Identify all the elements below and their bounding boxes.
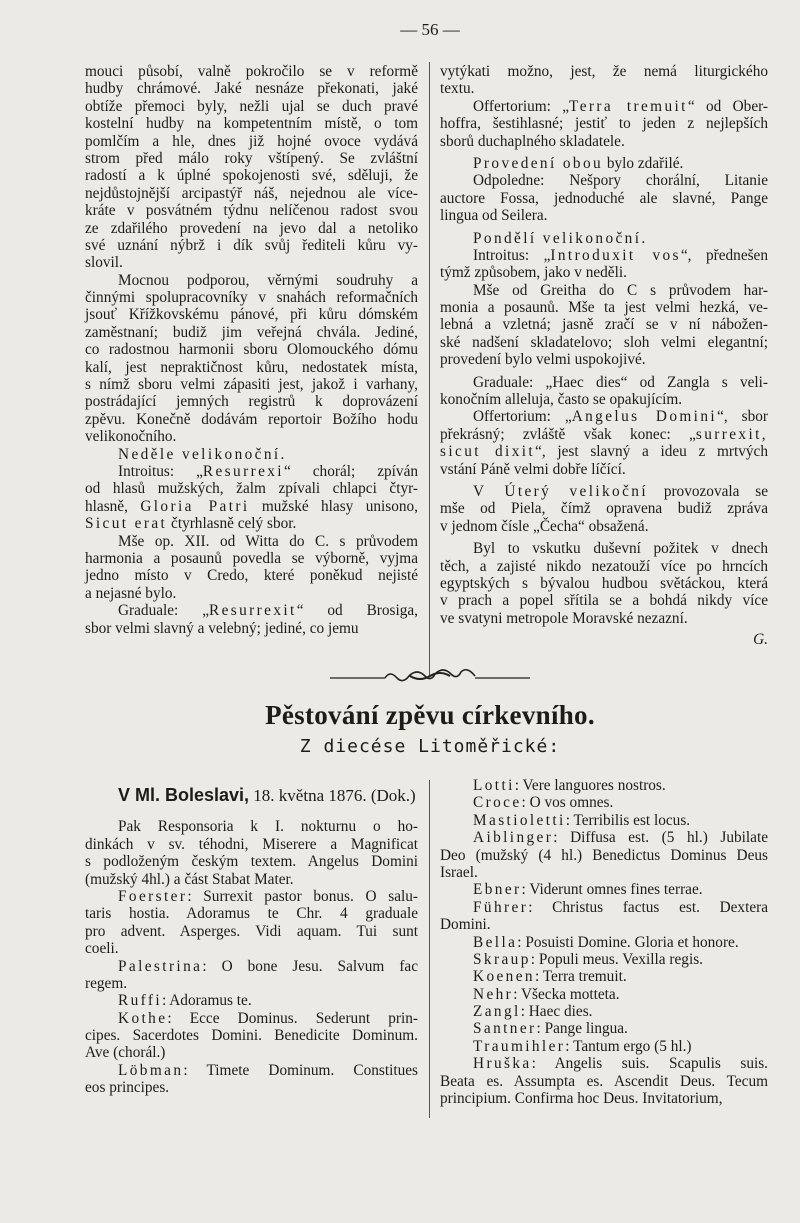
text-line: vytýkati možno, jest, že nemá liturgického [440,63,768,80]
text-line [440,1055,768,1072]
paragraph [440,172,768,224]
text-line [440,951,768,968]
spaced-emphasis: Ruffi [118,992,163,1010]
text-line: Mocnou podporou, věrnými soudruhy a [118,271,418,289]
text-line [85,992,418,1009]
spaced-emphasis: Resurrexit [208,602,297,620]
spaced-emphasis: Resurrexi [202,462,284,480]
spaced-emphasis: Lotti [473,777,515,794]
paragraph [85,992,418,1009]
paragraph [440,934,768,951]
text-line: principium. Confirma hoc Deus. Invitatorium, [440,1090,723,1108]
text-line: nejdůstojnější arcipastýř náš, nejednou ale více- [85,184,418,202]
paragraph [85,1062,418,1097]
text-line [85,958,418,975]
page-number: — 56 — [400,20,460,39]
text-line: týmž způsobem, jako v neděli. [440,264,627,282]
text-segment: : Posuisti Domine. Gloria et honore. [517,933,739,951]
spaced-emphasis: surrexit, [695,425,768,443]
text-segment: Offertorium: „ [473,408,572,426]
text-line [440,1020,768,1037]
paragraph [440,881,768,898]
column-divider-bottom [429,780,430,1118]
text-line [440,881,768,898]
paragraph [440,1038,768,1055]
text-segment: Introitus: „ [118,462,203,480]
text-segment: : Vere languores nostros. [514,777,666,794]
dateline-place: V Ml. Boleslavi, [118,785,250,805]
text-line: Ave (chorál.) [85,1044,166,1062]
text-line: Mše od Greitha do C s průvodem har- [473,281,768,299]
spaced-emphasis: Neděle velikonoční. [118,445,287,463]
text-line: sborů duchaplného skladatele. [440,132,625,150]
spaced-emphasis: Traumihler [473,1037,566,1055]
text-segment: “, přednešen [680,246,768,264]
text-segment: : Christus factus est. Dextera [528,898,768,916]
text-line: lebná a vzletná; jasně zračí se v ní nábožen- [440,316,768,334]
text-line: lingua od Seilera. [440,207,548,225]
text-line: harmonia a posaunů povedla se výborně, vyjma [85,549,418,567]
text-line [85,498,418,515]
text-line [440,829,768,846]
text-line: taris hostia. Adoramus te Chr. 4 graduale [85,905,418,923]
spaced-emphasis: Ebner [473,881,522,899]
text-line: Deo (mužský (4 hl.) Benedictus Dominus Deus [440,846,768,864]
paragraph [440,899,768,934]
text-line: Beata es. Assumpta es. Ascendit Deus. Tecum [440,1072,768,1090]
text-line: ve svatyni metropole Moravské nezazní. [440,609,688,627]
column-divider [429,62,430,676]
text-line: mše od Piela, čímž opravena budiž zpráva [440,500,768,518]
text-line: dinkách v sv. téhodni, Miserere a Magnificat [85,835,418,853]
paragraph [440,986,768,1003]
paragraph [440,777,768,794]
dateline [85,787,418,804]
text-segment: : Populi meus. Vexilla regis. [530,950,703,968]
paragraph [440,1020,768,1037]
text-segment: Offertorium: „ [473,97,570,115]
text-line: kalí, jest nepraktičnost kůru, nedostatek místa, [85,358,418,376]
paragraph [85,446,418,463]
spaced-emphasis: Gloria Patri [140,497,250,515]
text-segment: mužské hlasy unisono, [249,497,419,515]
text-segment: Introitus: „ [473,246,551,264]
text-segment: Graduale: „ [118,602,209,620]
spaced-emphasis: Aiblinger [473,829,554,847]
paragraph [85,888,418,958]
text-line: zaměstnaní; budiž jim veřejná chvála. Jediné, [85,323,418,341]
text-line [440,899,768,916]
bottom-left-wrap [85,787,418,1097]
text-line: strom před málo roky vštípený. Se zvláštní [85,149,418,167]
paragraph [440,374,768,409]
paragraph [85,63,418,272]
text-line: velikonočního. [85,428,177,446]
text-line: slovil. [85,254,123,272]
paragraph [85,533,418,603]
text-segment: : Všecka motteta. [513,985,620,1003]
text-segment: : Surrexit pastor bonus. O salu- [187,887,418,905]
paragraph [440,98,768,150]
spaced-emphasis: Skraup [473,950,531,968]
text-line: postrádající jemných registrů k doprovázení [85,393,418,411]
text-line [440,230,768,247]
text-line: vstání Páně velmi dobře líčící. [440,460,626,478]
text-line: Pak Responsoria k I. nokturnu o ho- [118,818,418,836]
text-line: cipes. Sacerdotes Domini. Benedicite Dominum. [85,1027,418,1045]
paragraph [440,951,768,968]
text-line: jsouť Křížkovskému pánové, při kůru dómském [85,306,418,324]
text-line: s nímž sboru velmi zápasiti jest, jakož i varhany, [85,376,418,394]
text-segment: “, sbor [717,408,768,426]
text-line: Mše op. XII. od Witta do C. s průvodem [118,532,418,550]
paragraph [440,155,768,172]
text-line: jedno místo v Credo, které poněkud nejisté [85,567,418,585]
text-line: hoffra, šestihlasné; jestiť to jeden z nejlepších [440,115,768,133]
text-line: sbor velmi slavný a velebný; jediné, co jemu [85,619,359,637]
text-line: s podloženým českým textem. Angelus Domini [85,853,418,871]
ornament-divider [330,668,530,688]
text-segment: : Timete Dominum. Constitues [183,1061,418,1079]
text-line [440,1038,768,1055]
top-left-column [85,63,418,637]
text-line: konočním alleluja, často se opakujícím. [440,391,683,409]
text-line: eos principes. [85,1079,170,1097]
text-line [440,443,768,460]
spaced-emphasis: Angelus Domini [571,408,718,426]
text-line [440,98,768,115]
text-line [85,602,418,619]
paragraph [85,818,418,888]
bottom-left-column [85,818,418,1096]
paragraph [440,829,768,881]
paragraph [440,540,768,627]
signature: G. [753,631,768,648]
text-line: Odpoledne: Nešpory chorální, Litanie [473,172,768,190]
spaced-emphasis: sicut dixit [440,443,536,461]
text-line: Domini. [440,916,491,934]
paragraph [440,247,768,282]
text-segment: “ chorál; zpíván [283,462,419,480]
paragraph [85,958,418,993]
paragraph [440,63,768,98]
text-line [440,986,768,1003]
spaced-emphasis: Sicut erat [85,515,168,533]
text-line: zpěvu. Konečně dodávám reportoir Božího hodu [85,410,418,428]
dateline-date: 18. května 1876. (Dok.) [253,786,416,805]
paragraph [85,463,418,533]
text-line [440,155,768,172]
text-line [440,777,768,794]
text-line [85,515,418,532]
spaced-emphasis: Zangl [473,1003,521,1021]
text-segment: “ od Brosiga, [296,602,418,620]
text-line: provedení bylo velmi uspokojivé. [440,351,646,369]
bottom-right-column [440,777,768,1107]
text-line: regem. [85,974,128,992]
paragraph [440,1003,768,1020]
text-line: v prach a popel sřítila se a bohdá nikdy více [440,592,768,610]
text-line [440,1003,768,1020]
text-segment: “ od Ober- [687,97,768,115]
text-line: Byl to vskutku duševní požitek v dnech [473,540,768,558]
text-line: radostí a k úplné spokojenosti své, sděluji, že [85,167,418,185]
spaced-emphasis: Bella [473,933,518,951]
text-line: své uznání nýbrž i dík svůj řediteli kůru vy- [85,236,418,254]
text-line: Graduale: „Haec dies“ od Zangla s veli- [473,373,768,391]
paragraph [85,272,418,446]
text-line: egyptských s bývalou hudbou světáckou, která [440,574,768,592]
text-line: těch, a zajisté nikdo nezatouží více po hrncích [440,557,768,575]
text-line [440,408,768,425]
spaced-emphasis: Croce [473,794,522,812]
text-line: a nejasné bylo. [85,584,177,602]
spaced-emphasis: Provedení obou [473,154,604,172]
paragraph [440,968,768,985]
top-right-column [440,63,768,627]
text-line: textu. [440,80,475,98]
paragraph [440,812,768,829]
spaced-emphasis: Koenen [473,968,535,986]
text-segment: : Terra tremuit. [534,968,627,986]
text-segment: : Viderunt omnes fines terrae. [521,881,703,899]
text-line [440,968,768,985]
text-segment: : Tantum ergo (5 hl.) [565,1037,692,1055]
paragraph [85,1010,418,1062]
spaced-emphasis: Mastioletti [473,811,566,829]
paragraph [85,602,418,637]
text-line [85,1010,418,1027]
spaced-emphasis: Palestrina [118,957,203,975]
spaced-emphasis: Löbman [118,1061,184,1079]
text-line [440,794,768,811]
text-segment: : O bone Jesu. Salvum fac [202,957,418,975]
text-line [85,446,418,463]
text-line: monia a posaunů. Mše ta jest velmi hezká, ve- [440,299,768,317]
text-segment: bylo zdařilé. [603,154,684,172]
text-line: mouci působí, valně pokročilo se v reformě [85,63,418,80]
text-segment: provozovala se [647,482,768,500]
text-segment: : Angelis suis. Scapulis suis. [531,1055,768,1073]
text-segment: : Terribilis est locus. [565,811,691,829]
section-title: Pěstování zpěvu církevního. [265,700,595,730]
text-line [440,426,768,443]
text-line: od hlasů mužských, žalm zpívali chlapci čtyr- [85,480,418,498]
text-line: auctore Fossa, jednoduché ale slavné, Pange [440,189,768,207]
spaced-emphasis: Introduxit vos [550,246,681,264]
paragraph [440,282,768,369]
text-line [440,247,768,264]
text-segment: : O vos omnes. [521,794,614,812]
text-line: co radostnou harmonii sboru Olomouckého dómu [85,341,418,359]
paragraph [440,230,768,247]
text-segment: hlasně, [85,497,141,515]
paragraph [440,794,768,811]
spaced-emphasis: V Úterý velikoční [473,482,648,500]
spaced-emphasis: Terra tremuit [569,97,688,115]
paragraph [440,1055,768,1107]
spaced-emphasis: Hruška [473,1055,532,1073]
text-line: ské nadšení skladatelovo; sloh velmi elegantní; [440,333,768,351]
text-line: kráte v posvátném týdnu nelíčenou radost svou [85,202,418,220]
section-subtitle: Z diecése Litoměřické: [299,736,561,757]
text-line: hudby chrámové. Jaké nesnáze překonati, jaké [85,80,418,98]
text-segment: “, jest slavný a ideu z mrtvých [535,443,768,461]
text-segment: : Haec dies. [520,1003,593,1021]
paragraph [440,483,768,535]
spaced-emphasis: Santner [473,1020,537,1038]
text-line: coeli. [85,940,119,958]
text-segment: : Ecce Dominus. Sederunt prin- [167,1009,418,1027]
text-line [440,483,768,500]
text-line: pomlčím a hle, dnes již hojné ovoce vydává [85,132,418,150]
text-line: (mužský 4hl.) a část Stabat Mater. [85,870,294,888]
text-line: ze zdařilého provedení na jevo dal a netoliko [85,219,418,237]
spaced-emphasis: Kothe [118,1009,168,1027]
spaced-emphasis: Nehr [473,985,514,1003]
text-line: v jednom čísle „Čecha“ obsažená. [440,517,649,535]
signature-block [440,631,768,648]
text-line [440,812,768,829]
spaced-emphasis: Führer [473,898,529,916]
text-segment: čtyrhlasně celý sbor. [167,515,297,533]
text-line: obtíže přemoci byly, nežli ujal se duch pravé [85,97,418,115]
text-segment: : Pange lingua. [536,1020,628,1038]
text-segment: překrásný; zvláště však konec: „ [440,425,696,443]
text-line: Israel. [440,863,478,881]
text-segment: : Diffusa est. (5 hl.) Jubilate [553,829,768,847]
text-line [85,463,418,480]
spaced-emphasis: Foerster [118,887,188,905]
text-line: pro advent. Asperges. Vidi aquam. Tui sunt [85,922,418,940]
paragraph [440,408,768,478]
spaced-emphasis: Pondělí velikonoční. [473,229,648,247]
text-line [85,888,418,905]
text-line [85,1062,418,1079]
text-segment: : Adoramus te. [162,992,252,1010]
text-line: kostelní hudby na kompetentním místě, o tom [85,115,418,133]
text-line: činnými spolupracovníky v snahách reformačních [85,289,418,307]
text-line [440,934,768,951]
